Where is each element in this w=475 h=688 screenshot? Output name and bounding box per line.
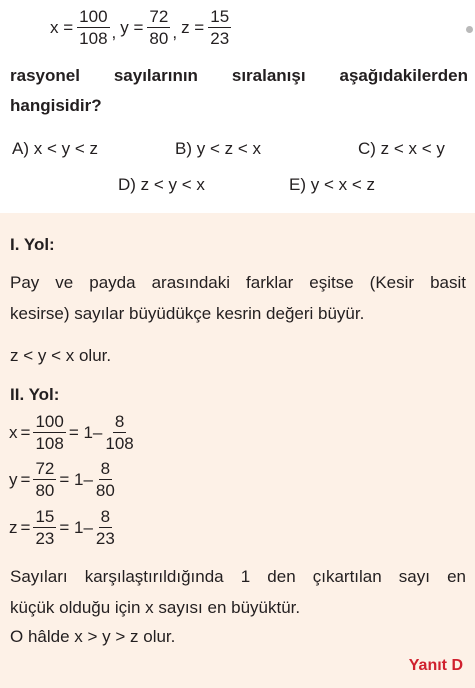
method2-line-1: Sayıları karşılaştırıldığında 1 den çıkartılan sayı en <box>10 567 466 586</box>
equals-sign: = <box>20 469 31 489</box>
equation-y-var: y <box>9 469 18 489</box>
method1-result: z < y < x olur. <box>10 346 112 365</box>
z-label: z = <box>181 17 205 37</box>
numerator: 15 <box>35 507 55 526</box>
x-label: x = <box>50 17 74 37</box>
x-denominator: 108 <box>79 29 108 48</box>
option-d[interactable]: D) z < y < x <box>118 175 205 194</box>
equation-x-var: x <box>9 422 18 442</box>
method2-line-2: küçük olduğu için x sayısı en büyüktür. <box>10 598 301 617</box>
equation-x-one-minus: = 1– <box>68 422 103 442</box>
method2-title: II. Yol: <box>10 385 60 404</box>
x-numerator: 100 <box>79 7 108 26</box>
method1-line-2: kesirse) sayılar büyüdükçe kesrin değeri büyür. <box>10 304 365 323</box>
equals-sign: = <box>20 422 31 442</box>
question-line-2: hangisidir? <box>10 96 102 115</box>
equation-z-one-minus: = 1– <box>59 517 93 537</box>
equation-y-fraction <box>33 460 56 499</box>
equation-x-diff-fraction <box>105 413 133 452</box>
equation-z-var: z <box>9 517 18 537</box>
answer-label: Yanıt D <box>408 657 463 674</box>
denominator: 80 <box>35 481 55 500</box>
equation-z-diff-fraction <box>96 508 115 547</box>
denominator: 23 <box>35 529 55 548</box>
numerator: 100 <box>35 412 64 431</box>
equation-x-fraction <box>33 413 65 452</box>
option-b[interactable]: B) y < z < x <box>175 139 261 158</box>
equation-y-diff-fraction <box>96 460 115 499</box>
y-fraction <box>147 8 170 47</box>
y-label: y = <box>120 17 144 37</box>
numerator: 8 <box>100 507 111 526</box>
y-denominator: 80 <box>149 29 169 48</box>
denominator: 108 <box>105 434 134 453</box>
z-denominator: 23 <box>210 29 230 48</box>
denominator: 80 <box>95 481 115 500</box>
equation-z-fraction <box>33 508 56 547</box>
method2-paragraph <box>10 561 466 623</box>
fractions-line <box>46 8 231 47</box>
option-a[interactable]: A) x < y < z <box>12 139 98 158</box>
method1-title: I. Yol: <box>10 235 55 254</box>
x-fraction <box>77 8 109 47</box>
question-line-1: rasyonel sayılarının sıralanışı aşağıdakilerden <box>10 66 468 85</box>
equation-x <box>9 413 134 452</box>
denominator: 23 <box>95 529 115 548</box>
z-numerator: 15 <box>210 7 230 26</box>
denominator: 108 <box>35 434 64 453</box>
method2-result: O hâlde x > y > z olur. <box>10 627 176 646</box>
numerator: 72 <box>35 459 55 478</box>
equals-sign: = <box>20 517 31 537</box>
numerator: 8 <box>114 412 125 431</box>
option-c[interactable]: C) z < x < y <box>358 139 445 158</box>
separator: , <box>111 23 117 42</box>
equation-z <box>9 508 115 547</box>
option-e[interactable]: E) y < x < z <box>289 175 375 194</box>
y-numerator: 72 <box>149 7 169 26</box>
separator: , <box>172 23 178 42</box>
z-fraction <box>208 8 231 47</box>
method1-line-1: Pay ve payda arasındaki farklar eşitse (Kesir basit <box>10 273 466 292</box>
method1-paragraph <box>10 267 466 329</box>
equation-y <box>9 460 115 499</box>
equation-y-one-minus: = 1– <box>59 469 93 489</box>
numerator: 8 <box>100 459 111 478</box>
dot-icon <box>466 26 473 33</box>
question-text <box>10 61 468 121</box>
question-area <box>0 0 475 213</box>
